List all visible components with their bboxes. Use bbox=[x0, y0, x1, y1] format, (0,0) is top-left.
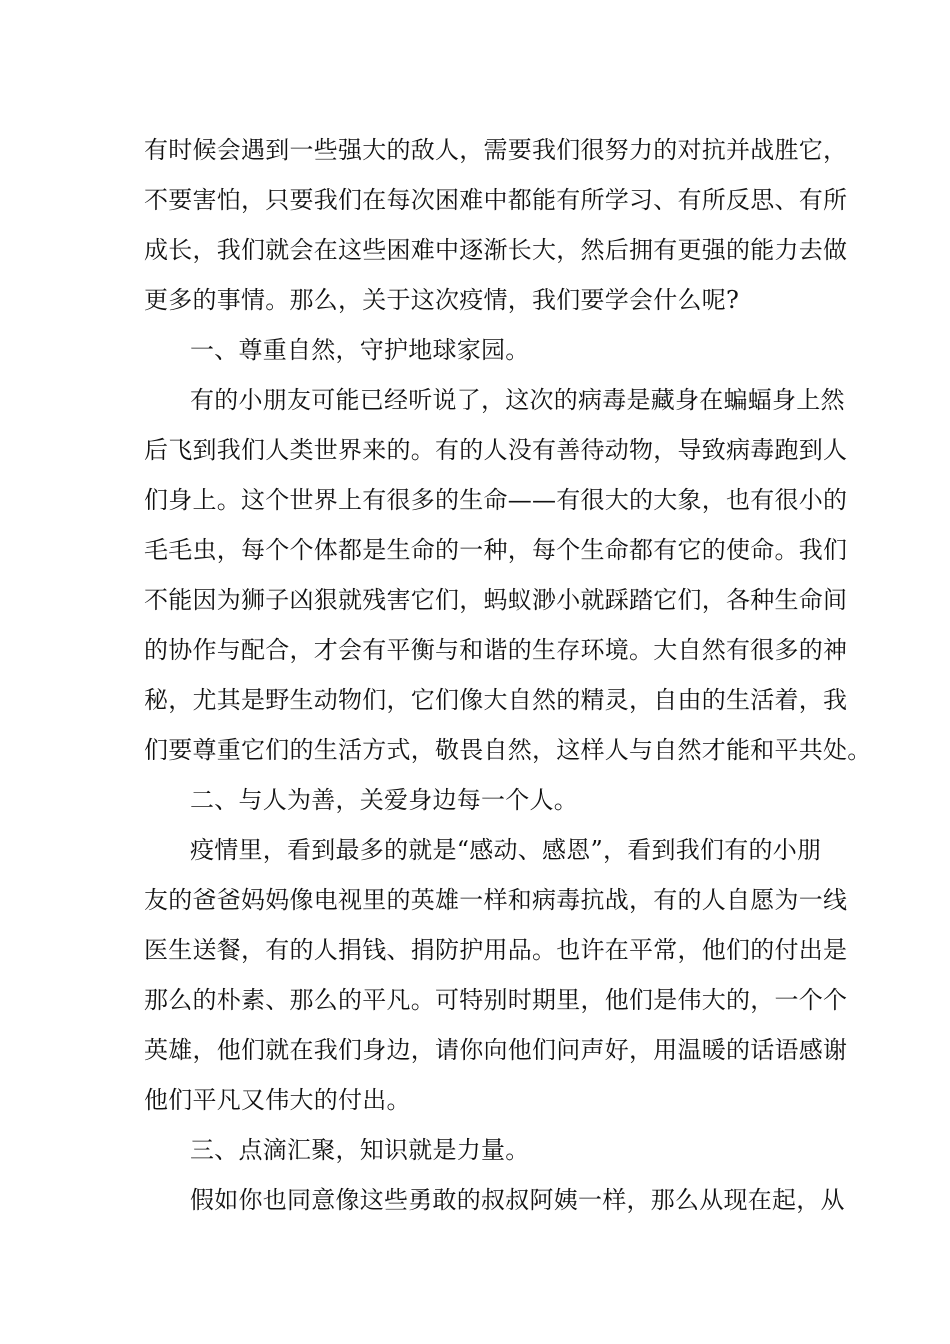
text-line: 英雄，他们就在我们身边，请你向他们问声好，用温暖的话语感谢 bbox=[144, 1036, 848, 1064]
text-line: 友的爸爸妈妈像电视里的英雄一样和病毒抗战，有的人自愿为一线 bbox=[144, 886, 848, 914]
text-line: 后飞到我们人类世界来的。有的人没有善待动物，导致病毒跑到人 bbox=[144, 436, 848, 464]
text-line: 有时候会遇到一些强大的敌人，需要我们很努力的对抗并战胜它， bbox=[144, 136, 848, 164]
section-heading-1: 一、尊重自然，守护地球家园。 bbox=[190, 336, 530, 364]
text-line: 医生送餐，有的人捐钱、捐防护用品。也许在平常，他们的付出是 bbox=[144, 936, 848, 964]
text-line: 的协作与配合，才会有平衡与和谐的生存环境。大自然有很多的神 bbox=[144, 636, 848, 664]
text-line: 秘，尤其是野生动物们，它们像大自然的精灵，自由的生活着，我 bbox=[144, 686, 848, 714]
text-line: 疫情里，看到最多的就是“感动、感恩”，看到我们有的小朋 bbox=[190, 836, 822, 864]
text-line: 们要尊重它们的生活方式，敬畏自然，这样人与自然才能和平共处。 bbox=[144, 736, 872, 764]
text-line: 不能因为狮子凶狠就残害它们，蚂蚁渺小就踩踏它们，各种生命间 bbox=[144, 586, 848, 614]
text-line: 那么的朴素、那么的平凡。可特别时期里，他们是伟大的，一个个 bbox=[144, 986, 848, 1014]
text-line: 毛毛虫，每个个体都是生命的一种，每个生命都有它的使命。我们 bbox=[144, 536, 848, 564]
text-line: 有的小朋友可能已经听说了，这次的病毒是藏身在蝙蝠身上然 bbox=[190, 386, 845, 414]
text-line: 他们平凡又伟大的付出。 bbox=[144, 1086, 411, 1114]
text-line: 们身上。这个世界上有很多的生命——有很大的大象，也有很小的 bbox=[144, 486, 848, 514]
text-line: 不要害怕，只要我们在每次困难中都能有所学习、有所反思、有所 bbox=[144, 186, 848, 214]
text-line: 假如你也同意像这些勇敢的叔叔阿姨一样，那么从现在起，从 bbox=[190, 1186, 845, 1214]
text-line: 更多的事情。那么，关于这次疫情，我们要学会什么呢? bbox=[144, 286, 740, 314]
section-heading-3: 三、点滴汇聚，知识就是力量。 bbox=[190, 1136, 530, 1164]
text-line: 成长，我们就会在这些困难中逐渐长大，然后拥有更强的能力去做 bbox=[144, 236, 848, 264]
section-heading-2: 二、与人为善，关爱身边每一个人。 bbox=[190, 786, 578, 814]
